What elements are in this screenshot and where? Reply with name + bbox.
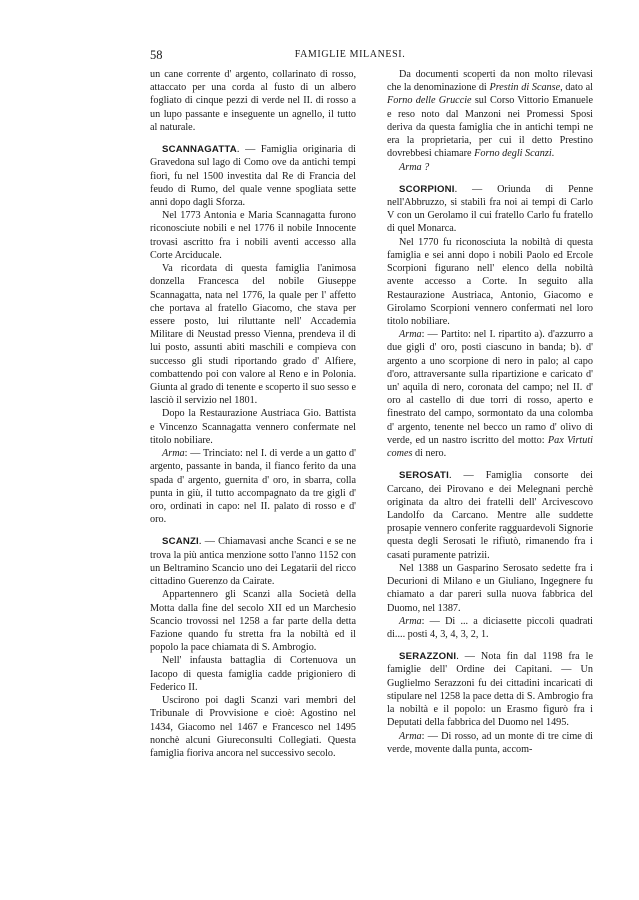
entry-name: SCORPIONI — [399, 183, 455, 195]
paragraph: Appartennero gli Scanzi alla Società della Motta dalla fine del secolo XII ed un Marchesio Scancio trovossi nel 1258 a far parte della detta Fazione quando fu stretta fra la nobiltà ed il popolo la pace chiamata di S. Ambrogio. — [150, 589, 356, 654]
arma-label: Arma — [162, 448, 185, 460]
italic-run: Forno degli Scanzi — [474, 148, 552, 160]
arma-paragraph — [150, 447, 356, 526]
paragraph: Nel 1773 Antonia e Maria Scannagatta furono riconosciute nobili e nel 1776 il nobile Innocente trovasi ascritto fra i nobili aventi accesso alla Corte Arciducale. — [150, 210, 356, 261]
arma-label: Arma — [399, 730, 422, 742]
arma-text: : — Di ... a diciasette piccoli quadrati di.... posti 4, 3, 4, 3, 2, 1. — [387, 615, 593, 640]
entry-name: SCANZI — [162, 536, 199, 548]
arma-text: : — Trinciato: nel I. di verde a un gatto d' argento, passante in banda, il fianco ferito da una spada d' argento, guernita d' oro, in sbarra, colla punta in giù, il tutto accompagnato da tre gigli d' oro, ordinati in capo: nel II. palato di rosso e d' oro. — [150, 448, 356, 526]
arma-text: : — Partito: nel I. ripartito a). d'azzurro a due gigli d' oro, posti ciascuno in banda; b). d' argento a uno scorpione di nero in palo; al capo d'oro, attraversante sulla ripartizione e caricato d' un' aquila di nero, coronata del campo; nel II. d' oro al castello di due torri di rosso, aperto e finestrato del campo, sormontato da una colomba d' argento, tenente nel becco un ramo d' olivo di verde, ed un nastro iscritto del motto: — [387, 329, 593, 446]
entry-name: SERAZZONI — [399, 651, 457, 663]
arma-label: Arma — [399, 329, 422, 341]
arma-text: di nero. — [412, 448, 447, 460]
paragraph-text: . — Famiglia consorte dei Carcano, dei Pirovano e dei Melegnani perchè originata da altro dei fratelli dell' Arcivescovo Landolfo da Carcano. Mentre alle suddette prosapie vennero conferite ragguardevoli Signorie questa degli Serosati le rifiutò, rimanendo fra i casati puramente patrizii. — [387, 470, 593, 561]
arma-paragraph — [387, 328, 593, 460]
arma-paragraph — [387, 615, 593, 641]
arma-text: : — Di rosso, ad un monte di tre cime di verde, movente dalla punta, accom- — [387, 730, 593, 755]
paragraph-text: . — Chiamavasi anche Scanci e se ne trova la più antica menzione sotto l'anno 1152 con un Beltramino Scancio uno dei Legatarii del ricco cittadino Guerenzo da Cairate. — [150, 536, 356, 588]
arma-paragraph — [387, 730, 593, 756]
italic-run: Prestin di Scanse — [489, 82, 561, 94]
text-run: Da documenti scoperti da non molto rilevasi che la denominazione di — [387, 69, 593, 94]
paragraph: Uscirono poi dagli Scanzi vari membri del Tribunale di Provvisione e cioè: Agostino nel 1434, Giacomo nel 1467 e Francesco nel 1495 nonchè alcuni Giureconsulti Collegiati. Questa famiglia fioriva ancora nel successivo secolo. — [150, 695, 356, 759]
left-column — [150, 68, 356, 760]
paragraph: Nel 1388 un Gasparino Serosato sedette fra i Decurioni di Milano e un Giuliano, Ingegnere fu chiamato a dar pareri sulla nuova fabbrica del Duomo, nel 1387. — [387, 562, 593, 614]
paragraph-text: . — Nota fin dal 1198 fra le famiglie dell' Ordine dei Capitani. — Un Guglielmo Serazzoni fu dei cittadini incaricati di stipulare nel 1258 la pace detta di S. Ambrogio fra la nobiltà e il popolo: un Erasmo figurò fra i Deputati della fabbrica del Duomo nel 1495. — [387, 651, 593, 729]
text-run: , dato al — [560, 82, 593, 94]
running-title: FAMIGLIE MILANESI. — [294, 49, 406, 60]
paragraph: Dopo la Restaurazione Austriaca Gio. Battista e Vincenzo Scannagatta vennero confermate nel titolo nobiliare. — [150, 408, 356, 446]
arma-paragraph: Arma ? — [399, 161, 430, 173]
entry-scannagatta — [150, 143, 356, 209]
entry-name: SCANNAGATTA — [162, 144, 237, 156]
paragraph: Nell' infausta battaglia di Cortenuova un Iacopo di questa famiglia cadde prigioniero di Federico II. — [150, 655, 356, 693]
right-column — [387, 68, 593, 756]
paragraph-text: . — Oriunda di Penne nell'Abbruzzo, si stabilì fra noi ai tempi di Carlo V con un Gerolamo il cui fratello Carlo fu fratello di quel Monarca. — [387, 183, 593, 235]
paragraph: un cane corrente d' argento, collarinato di rosso, attaccato per una corda al fusto di un albero fogliato di cinque pezzi di verde nel II. di rosso a un lupo passante e inseguente un agnello, il tutto al naturale. — [150, 69, 356, 133]
entry-scanzi — [150, 535, 356, 588]
text-run: sul Corso Vittorio Emanuele e reso noto dal Manzoni nei Promessi Sposi deriva da questa famiglia che in antichi tempi ne era la proprietaria, per cui il detto Prestino dovrebbesi chiamare — [387, 95, 593, 160]
entry-scorpioni — [387, 183, 593, 236]
page-header — [150, 48, 550, 64]
entry-name: SEROSATI — [399, 470, 449, 482]
paragraph — [387, 68, 593, 161]
motto: Pax Virtuti comes — [387, 434, 593, 460]
arma-label: Arma — [399, 615, 422, 627]
entry-serosati — [387, 469, 593, 562]
paragraph-text: . — Famiglia originaria di Gravedona sul lago di Como ove da antichi tempi fiorì, fu nel 1500 investita dal Re di Francia del feudo di Rumo, del quale venne spogliata sette anni dopo dagli Sforza. — [150, 144, 356, 208]
paragraph: Va ricordata di questa famiglia l'animosa donzella Francesca del nobile Giuseppe Scannagatta, nata nel 1776, la quale per l' affetto che portava al fratello Giacomo, che stava per essere posto, lui riluttante nell' Accademia Militare di Neustad presso Vienna, prendeva il di lui posto, assunti abiti maschili e compieva con successo gli studi riportando grado d' Alfiere, combattendo poi con valore al Reno e in Polonia. Giunta al grado di tenente e scoperto il suo sesso e lasciò il servizio nel 1801. — [150, 263, 356, 407]
text-run: . — [551, 148, 555, 160]
italic-run: Forno delle Gruccie — [387, 95, 472, 107]
page-number: 58 — [150, 48, 163, 62]
entry-serazzoni — [387, 650, 593, 729]
paragraph: Nel 1770 fu riconosciuta la nobiltà di questa famiglia e sei anni dopo i nobili Paolo ed Ercole Scorpioni figurano nell' elenco della nobiltà avente accesso a Corte. In seguito alla Restaurazione Austriaca, Antonio, Giacomo e Girolamo Scorpioni vennero confermati nel loro titolo nobiliare. — [387, 236, 593, 327]
